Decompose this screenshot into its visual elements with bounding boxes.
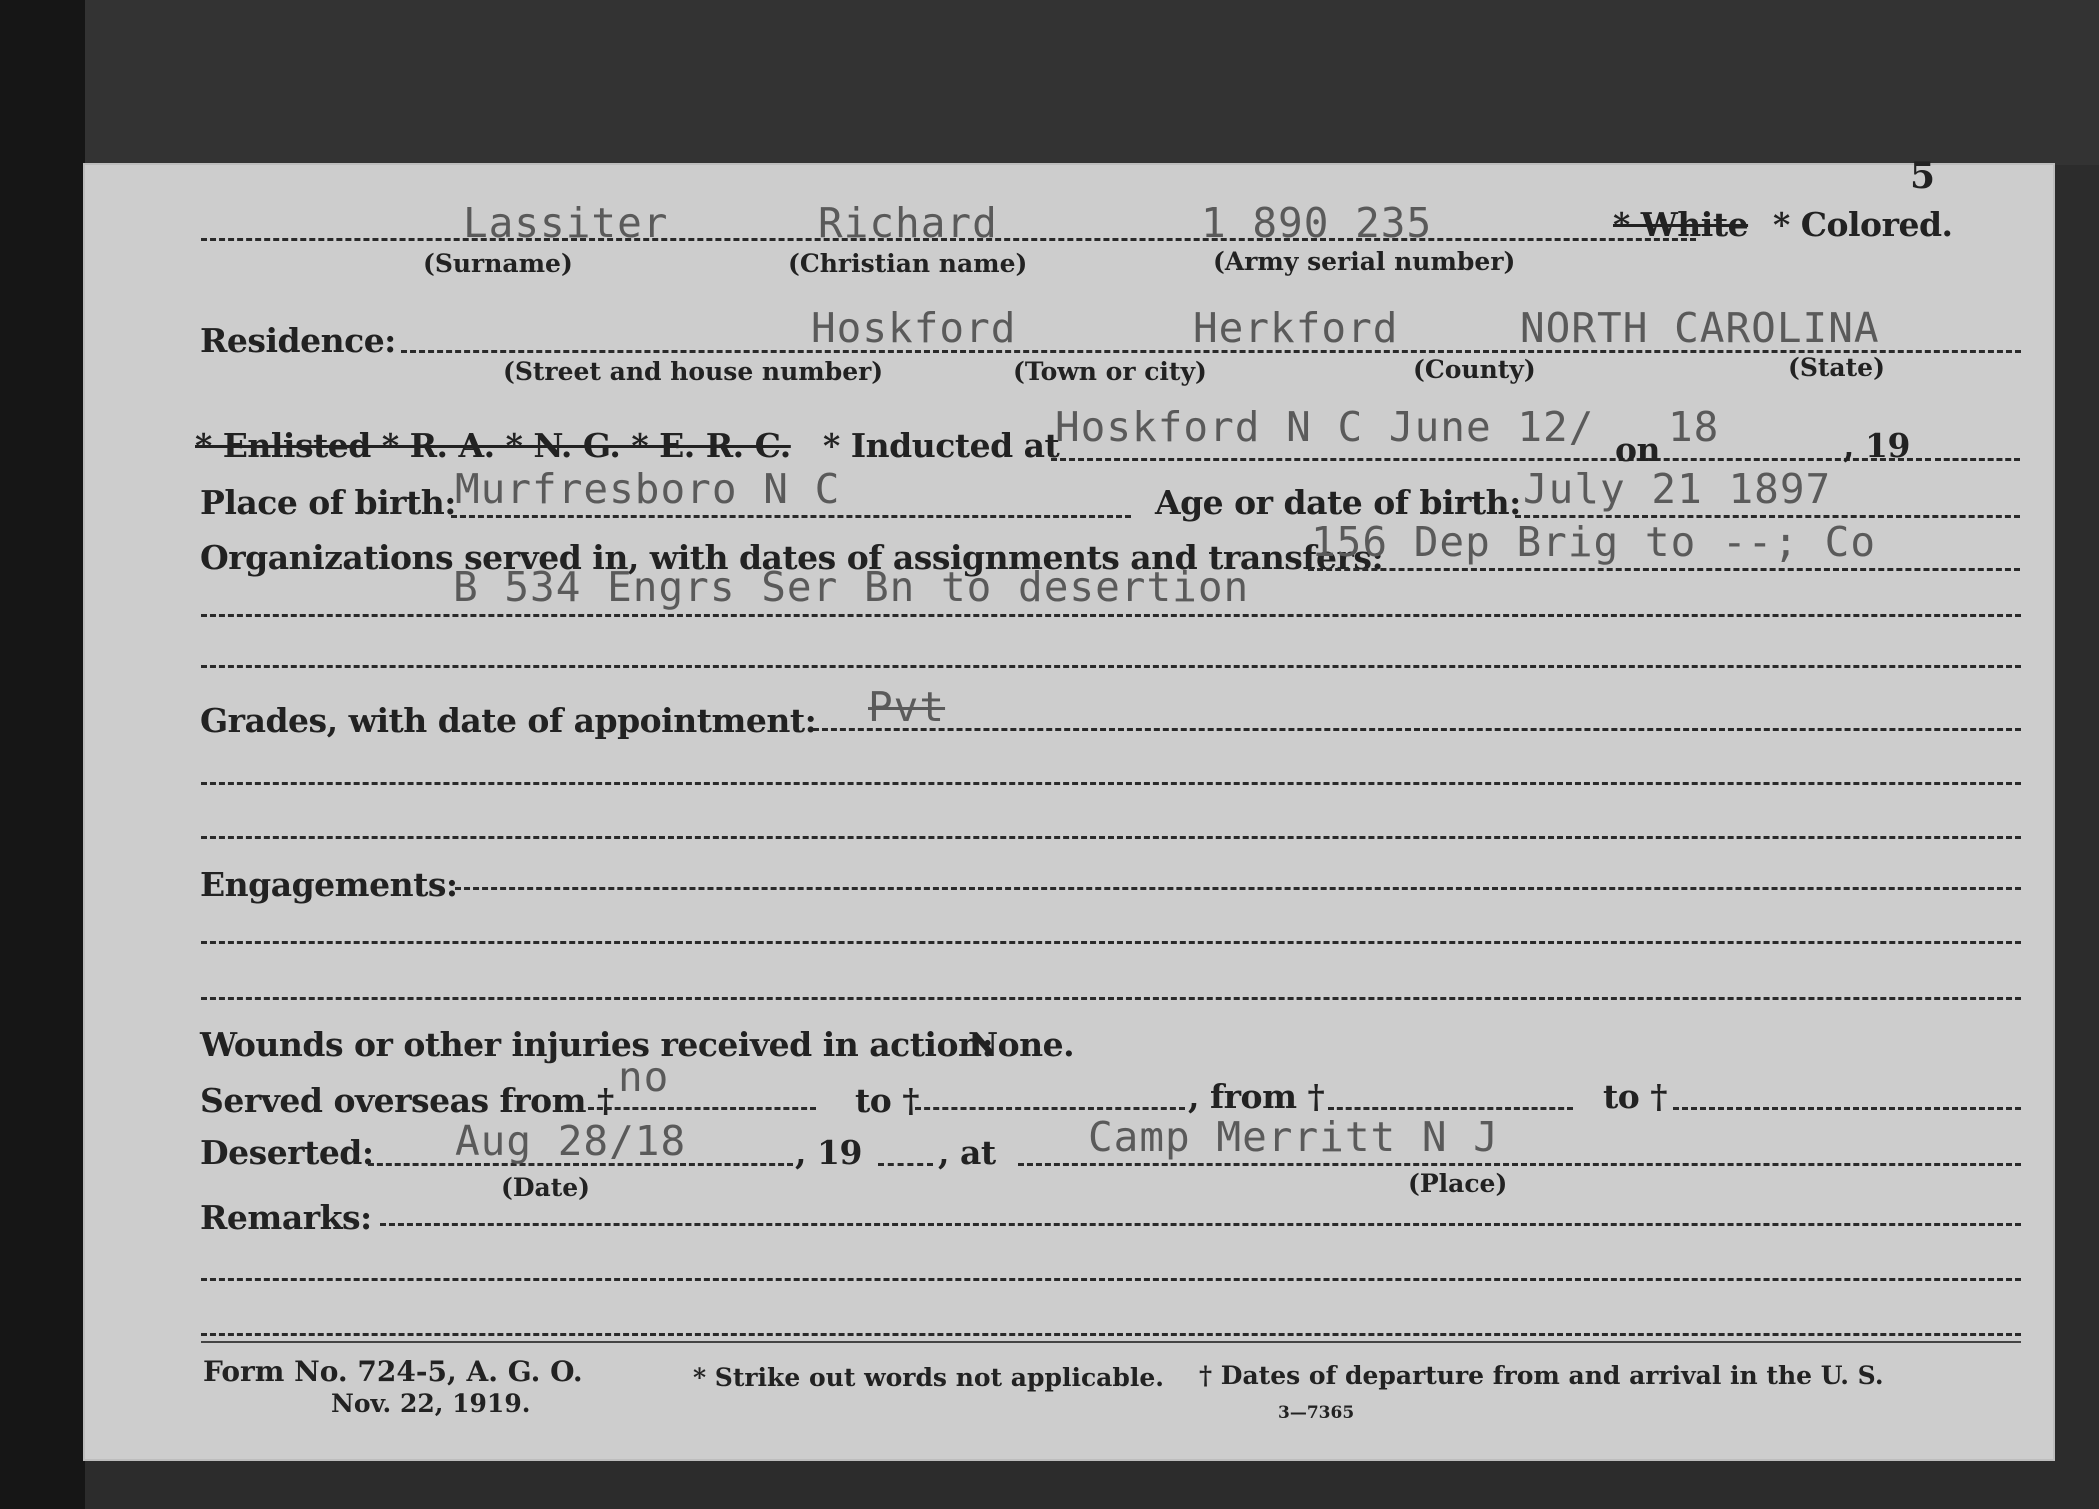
caption-christian-name: (Christian name)	[788, 249, 1028, 278]
overseas-to-line	[915, 1107, 1185, 1110]
caption-street: (Street and house number)	[503, 357, 884, 386]
grades-line-3	[201, 836, 2021, 839]
inducted-label: * Inducted at	[823, 426, 1060, 465]
strike-out-note: * Strike out words not applicable.	[693, 1363, 1164, 1392]
organizations-line-3	[201, 665, 2021, 668]
dob-value: July 21 1897	[1523, 465, 1832, 513]
overseas-to-line-2	[1673, 1107, 2021, 1110]
birthplace-label: Place of birth:	[200, 483, 456, 522]
race-white-struck: * White	[1613, 205, 1749, 244]
caption-serial-number: (Army serial number)	[1213, 247, 1516, 276]
state-value: NORTH CAROLINA	[1520, 304, 1880, 352]
enlisted-options-struck: * Enlisted * R. A. * N. G. * E. R. C.	[195, 426, 791, 465]
inducted-place-date: Hoskford N C June 12/	[1055, 403, 1595, 451]
deserted-place-value: Camp Merritt N J	[1088, 1113, 1499, 1161]
scan-top-background	[85, 0, 2099, 165]
caption-state: (State)	[1788, 353, 1885, 382]
overseas-label: Served overseas from †	[200, 1081, 614, 1120]
organizations-line-2	[201, 614, 2021, 617]
serial-number-value: 1 890 235	[1201, 199, 1433, 247]
overseas-from-line-2	[1328, 1107, 1573, 1110]
scan-left-edge	[0, 0, 85, 1509]
engagements-line-2	[201, 941, 2021, 944]
race-colored: * Colored.	[1773, 205, 1953, 244]
county-value: Herkford	[1193, 304, 1399, 352]
organizations-value-2: B 534 Engrs Ser Bn to desertion	[453, 563, 1250, 611]
index-card	[83, 155, 2055, 1461]
deserted-19-label: , 19	[795, 1133, 862, 1172]
overseas-from-value: no	[618, 1053, 670, 1101]
remarks-line-1	[380, 1223, 2021, 1226]
footer-rule	[201, 1341, 2021, 1343]
christian-name-value: Richard	[818, 199, 998, 247]
form-number: Form No. 724-5, A. G. O.	[203, 1355, 583, 1388]
wounds-value: None.	[968, 1025, 1075, 1064]
remarks-line-2	[201, 1278, 2021, 1281]
town-value: Hoskford	[811, 304, 1017, 352]
grades-line-1	[813, 728, 2021, 731]
inducted-line	[1051, 458, 1931, 461]
deserted-label: Deserted:	[200, 1133, 374, 1172]
deserted-at-label: , at	[938, 1133, 996, 1172]
nineteen-line	[1935, 458, 2020, 461]
overseas-to-label: to †	[855, 1081, 919, 1120]
grades-line-2	[201, 782, 2021, 785]
nineteen-label: , 19	[1843, 426, 1910, 465]
surname-value: Lassiter	[463, 199, 669, 247]
engagements-line-3	[201, 997, 2021, 1000]
engagements-label: Engagements:	[200, 865, 458, 904]
form-date: Nov. 22, 1919.	[331, 1389, 531, 1418]
birthplace-line	[451, 515, 1131, 518]
deserted-date-value: Aug 28/18	[455, 1117, 687, 1165]
grades-label: Grades, with date of appointment:	[200, 701, 817, 740]
residence-label: Residence:	[200, 321, 396, 360]
dates-note: † Dates of departure from and arrival in the U. S.	[1199, 1361, 1884, 1390]
organizations-value-1: 156 Dep Brig to --; Co	[1311, 518, 1877, 566]
organizations-line-1	[1308, 568, 2020, 571]
caption-county: (County)	[1413, 355, 1536, 384]
corner-number: 5	[1910, 155, 1935, 197]
grade-value: Pvt	[868, 683, 946, 731]
on-label: on	[1615, 430, 1661, 469]
overseas-from-label-2: , from †	[1188, 1077, 1325, 1116]
organizations-label: Organizations served in, with dates of assignments and transfers:	[200, 538, 1384, 577]
caption-place: (Place)	[1408, 1169, 1508, 1198]
deserted-place-line	[1018, 1163, 2021, 1166]
birthplace-value: Murfresboro N C	[455, 465, 841, 513]
caption-town: (Town or city)	[1013, 357, 1207, 386]
caption-surname: (Surname)	[423, 249, 573, 278]
deserted-19-line	[878, 1163, 933, 1166]
print-code: 3—7365	[1278, 1403, 1355, 1423]
inducted-year: 18	[1668, 403, 1720, 451]
remarks-line-3	[201, 1333, 2021, 1336]
engagements-line-1	[455, 887, 2021, 890]
overseas-from-line	[588, 1107, 816, 1110]
wounds-label: Wounds or other injuries received in action:	[200, 1025, 994, 1064]
overseas-to-label-2: to †	[1603, 1077, 1667, 1116]
dob-label: Age or date of birth:	[1155, 483, 1521, 522]
remarks-label: Remarks:	[200, 1198, 372, 1237]
caption-date: (Date)	[501, 1173, 590, 1202]
